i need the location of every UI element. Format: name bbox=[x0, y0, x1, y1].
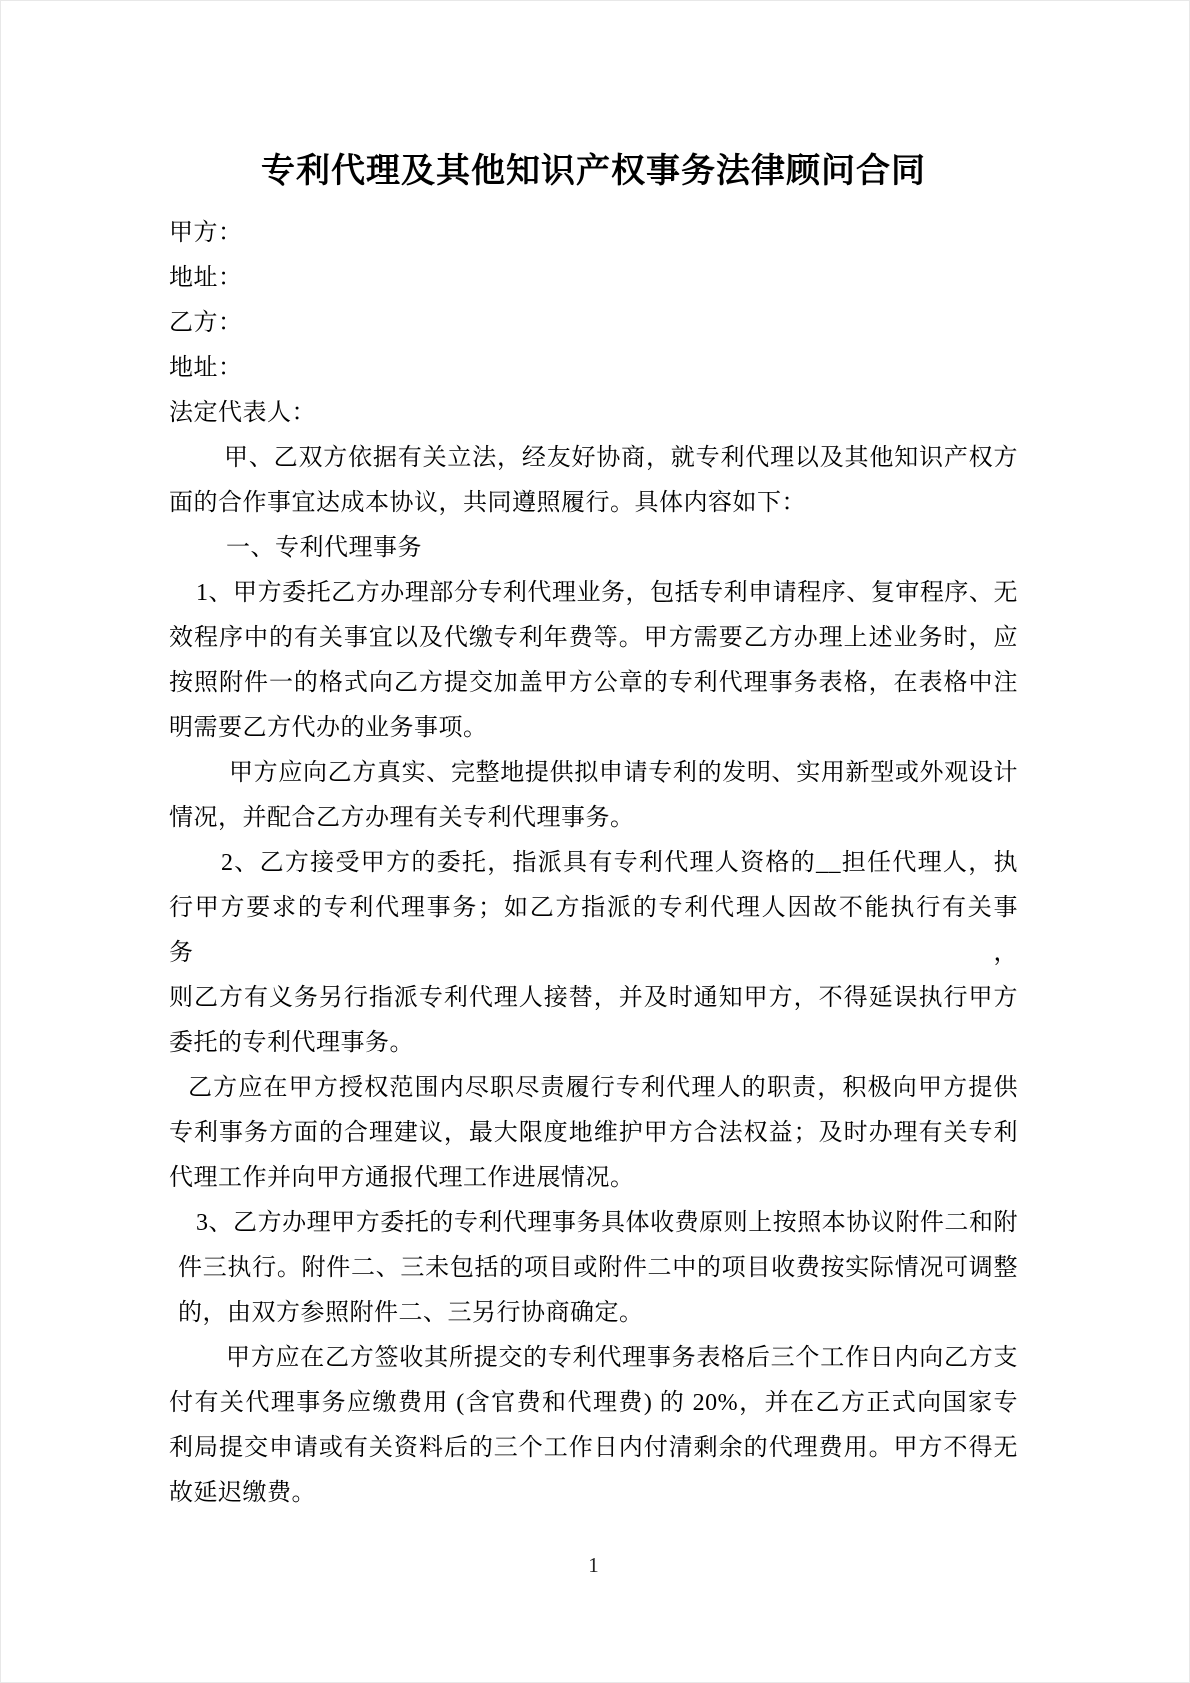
text-line: 委托的专利代理事务。 bbox=[169, 1030, 414, 1056]
text-line: 件三执行。附件二、三未包括的项目或附件二中的项目收费按实际情况可调整 bbox=[178, 1255, 1018, 1281]
document-title: 专利代理及其他知识产权事务法律顾问合同 bbox=[261, 153, 926, 190]
text-line: 效程序中的有关事宜以及代缴专利年费等。甲方需要乙方办理上述业务时，应 bbox=[169, 625, 1018, 651]
text-line: 故延迟缴费。 bbox=[169, 1480, 316, 1506]
text-line: 一、专利代理事务 bbox=[226, 535, 422, 561]
document-content bbox=[169, 149, 1018, 1516]
text-line: 法定代表人： bbox=[169, 400, 316, 426]
text-line: 1、甲方委托乙方办理部分专利代理业务，包括专利申请程序、复审程序、无 bbox=[196, 580, 1018, 606]
text-line: 甲、乙双方依据有关立法，经友好协商，就专利代理以及其他知识产权方 bbox=[224, 445, 1018, 471]
text-line: 地址： bbox=[169, 265, 243, 291]
text-line: 行甲方要求的专利代理事务；如乙方指派的专利代理人因故不能执行有关事务， bbox=[169, 895, 1018, 966]
text-line: 乙方应在甲方授权范围内尽职尽责履行专利代理人的职责，积极向甲方提供 bbox=[188, 1075, 1018, 1101]
text-line: 按照附件一的格式向乙方提交加盖甲方公章的专利代理事务表格，在表格中注 bbox=[169, 670, 1018, 696]
text-line: 甲方应在乙方签收其所提交的专利代理事务表格后三个工作日内向乙方支 bbox=[226, 1345, 1018, 1371]
text-line: 甲方： bbox=[169, 220, 243, 246]
text-line: 明需要乙方代办的业务事项。 bbox=[169, 715, 488, 741]
text-line: 的，由双方参照附件二、三另行协商确定。 bbox=[178, 1300, 644, 1326]
text-line: 乙方： bbox=[169, 310, 243, 336]
text-line: 情况，并配合乙方办理有关专利代理事务。 bbox=[169, 805, 635, 831]
text-line: 代理工作并向甲方通报代理工作进展情况。 bbox=[169, 1165, 635, 1191]
text-line: 付有关代理事务应缴费用 (含官费和代理费) 的 20%，并在乙方正式向国家专 bbox=[169, 1390, 1018, 1416]
text-line: 专利事务方面的合理建议，最大限度地维护甲方合法权益；及时办理有关专利 bbox=[169, 1120, 1018, 1146]
document-body bbox=[169, 211, 1018, 1516]
text-line: 3、乙方办理甲方委托的专利代理事务具体收费原则上按照本协议附件二和附 bbox=[196, 1210, 1018, 1236]
text-line: 利局提交申请或有关资料后的三个工作日内付清剩余的代理费用。甲方不得无 bbox=[169, 1435, 1018, 1461]
text-line: 地址： bbox=[169, 355, 243, 381]
text-line: 则乙方有义务另行指派专利代理人接替，并及时通知甲方，不得延误执行甲方 bbox=[169, 985, 1018, 1011]
page-number: 1 bbox=[588, 1553, 599, 1577]
text-line: 2、乙方接受甲方的委托，指派具有专利代理人资格的__担任代理人，执 bbox=[221, 850, 1018, 876]
text-line: 甲方应向乙方真实、完整地提供拟申请专利的发明、实用新型或外观设计 bbox=[229, 760, 1018, 786]
text-line: 面的合作事宜达成本协议，共同遵照履行。具体内容如下： bbox=[169, 490, 806, 516]
